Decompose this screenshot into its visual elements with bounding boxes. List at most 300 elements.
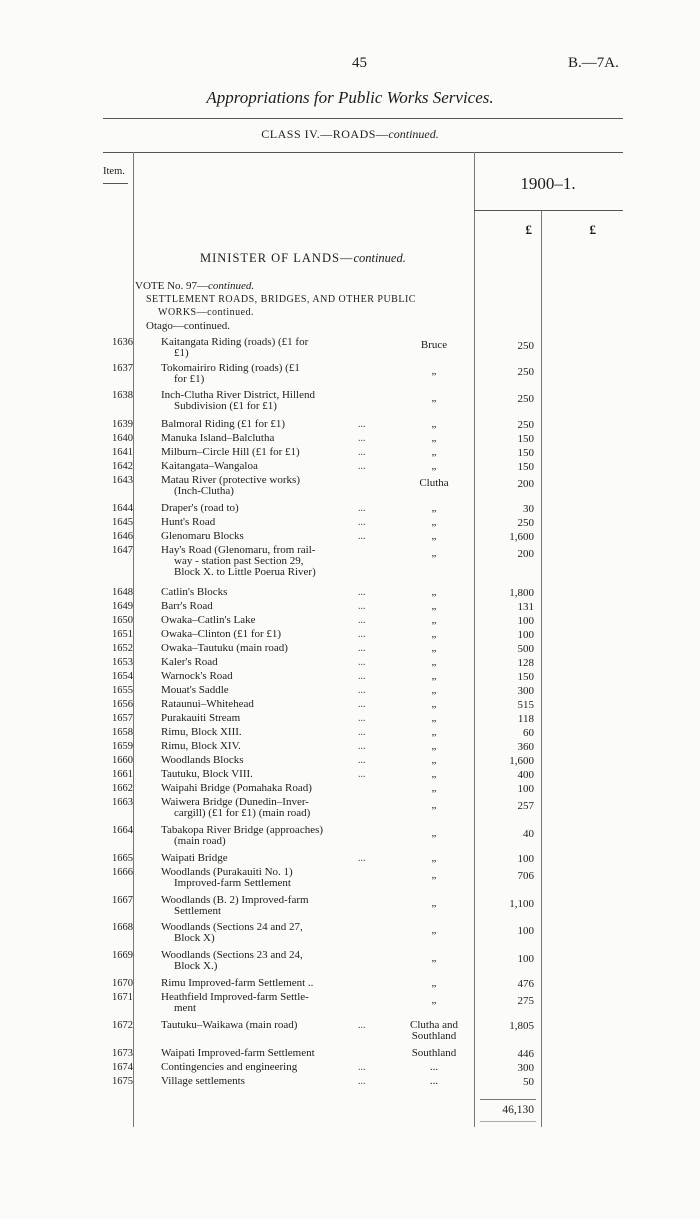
electorate xyxy=(390,433,478,444)
electorate-name: „ xyxy=(431,446,437,458)
electorate xyxy=(390,393,478,404)
item-description xyxy=(161,1020,374,1031)
electorate xyxy=(390,685,478,696)
amount: 1,805 xyxy=(509,1020,534,1032)
electorate-name: „ xyxy=(431,977,437,989)
electorate-name: Southland xyxy=(411,1047,457,1059)
item-description xyxy=(161,825,374,847)
item-description xyxy=(161,615,374,626)
electorate xyxy=(390,601,478,612)
item-number: 1673 xyxy=(112,1048,133,1059)
leader-dots: ... xyxy=(358,433,366,444)
electorate-name: „ xyxy=(431,392,437,404)
leader-dots: ... xyxy=(358,713,366,724)
leader-dots: ... xyxy=(358,699,366,710)
electorate-name: „ xyxy=(431,754,437,766)
electorate-name: „ xyxy=(431,799,437,811)
electorate-name: „ xyxy=(431,600,437,612)
electorate xyxy=(390,503,478,514)
description-line: Mouat's Saddle xyxy=(161,684,229,696)
description-line: Woodlands (Sections 23 and 24, xyxy=(161,949,303,961)
electorate xyxy=(390,755,478,766)
item-description xyxy=(161,419,374,430)
subhead-line-1: SETTLEMENT ROADS, BRIDGES, AND OTHER PUBLIC xyxy=(146,294,416,305)
description-line: Balmoral Riding (£1 for £1) xyxy=(161,418,286,430)
item-description xyxy=(161,727,374,738)
table-top-rule xyxy=(103,152,623,153)
item-number: 1667 xyxy=(112,895,133,906)
electorate xyxy=(390,853,478,864)
electorate-name: „ xyxy=(431,614,437,626)
item-number: 1642 xyxy=(112,461,133,472)
item-description xyxy=(161,447,374,458)
description-continuation: (main road) xyxy=(174,835,226,848)
description-line: Waiwera Bridge (Dunedin–Inver- xyxy=(161,796,309,808)
item-description xyxy=(161,922,374,944)
item-description xyxy=(161,699,374,710)
description-line: Inch-Clutha River District, Hillend xyxy=(161,389,315,401)
electorate-name: „ xyxy=(431,994,437,1006)
electorate-name: „ xyxy=(431,432,437,444)
item-description xyxy=(161,783,374,794)
amount: 250 xyxy=(517,419,534,431)
item-description xyxy=(161,643,374,654)
total-rule xyxy=(480,1099,536,1100)
item-number: 1671 xyxy=(112,992,133,1003)
item-number: 1648 xyxy=(112,587,133,598)
description-line: Tautuku–Waikawa (main road) xyxy=(161,1019,298,1031)
electorate xyxy=(390,587,478,598)
electorate xyxy=(390,447,478,458)
description-line: Rataunui–Whitehead xyxy=(161,698,254,710)
leader-dots: ... xyxy=(358,629,366,640)
electorate-name: „ xyxy=(431,869,437,881)
electorate-name: „ xyxy=(431,698,437,710)
description-continuation: Subdivision (£1 for £1) xyxy=(174,400,277,413)
item-number: 1675 xyxy=(112,1076,133,1087)
vote-heading xyxy=(135,280,254,292)
description-line: Kaler's Road xyxy=(161,656,218,668)
electorate xyxy=(390,727,478,738)
leader-dots: ... xyxy=(358,615,366,626)
item-number: 1647 xyxy=(112,545,133,556)
item-description xyxy=(161,601,374,612)
item-column-rule xyxy=(133,152,134,1127)
item-number: 1658 xyxy=(112,727,133,738)
amount: 118 xyxy=(517,713,534,725)
item-description xyxy=(161,657,374,668)
item-description xyxy=(161,433,374,444)
electorate-name: „ xyxy=(431,712,437,724)
item-number: 1638 xyxy=(112,390,133,401)
electorate xyxy=(390,461,478,472)
vote-label: VOTE No. 97— xyxy=(135,280,209,292)
description-line: Rimu, Block XIV. xyxy=(161,740,241,752)
description-line: Rimu, Block XIII. xyxy=(161,726,242,738)
item-number: 1655 xyxy=(112,685,133,696)
item-description xyxy=(161,895,374,917)
amount: 1,100 xyxy=(509,898,534,910)
item-number: 1641 xyxy=(112,447,133,458)
description-line: Owaka–Tautuku (main road) xyxy=(161,642,288,654)
electorate-name: „ xyxy=(431,726,437,738)
item-description xyxy=(161,629,374,640)
electorate-name: „ xyxy=(431,460,437,472)
year-header-rule xyxy=(474,210,623,211)
electorate-name: „ xyxy=(431,628,437,640)
item-description xyxy=(161,853,374,864)
item-number: 1651 xyxy=(112,629,133,640)
amount: 60 xyxy=(523,727,534,739)
amount: 476 xyxy=(517,978,534,990)
year-header: 1900–1. xyxy=(520,174,576,193)
item-number: 1663 xyxy=(112,797,133,808)
leader-dots: ... xyxy=(358,727,366,738)
description-line: Woodlands (B. 2) Improved-farm xyxy=(161,894,309,906)
item-number: 1665 xyxy=(112,853,133,864)
electorate-name: „ xyxy=(431,642,437,654)
description-line: Barr's Road xyxy=(161,600,213,612)
description-line: Owaka–Clinton (£1 for £1) xyxy=(161,628,282,640)
amount: 50 xyxy=(523,1076,534,1088)
description-line: Woodlands Blocks xyxy=(161,754,244,766)
description-line: Glenomaru Blocks xyxy=(161,530,244,542)
leader-dots: ... xyxy=(358,1076,366,1087)
description-continuation: ment xyxy=(174,1002,196,1015)
electorate-name: „ xyxy=(431,530,437,542)
description-line: Matau River (protective works) xyxy=(161,474,300,486)
amount: 300 xyxy=(517,1062,534,1074)
description-line: Warnock's Road xyxy=(161,670,233,682)
electorate xyxy=(390,1076,478,1087)
leader-dots: ... xyxy=(358,517,366,528)
amount: 40 xyxy=(523,828,534,840)
description-line: Woodlands (Purakauiti No. 1) xyxy=(161,866,293,878)
amount: 100 xyxy=(517,953,534,965)
class-heading xyxy=(0,127,700,142)
electorate-name: „ xyxy=(431,740,437,752)
description-line: Purakauiti Stream xyxy=(161,712,241,724)
leader-dots: ... xyxy=(358,643,366,654)
item-number: 1664 xyxy=(112,825,133,836)
electorate xyxy=(390,769,478,780)
total-amount: 46,130 xyxy=(502,1104,534,1116)
description-line: Tokomairiro Riding (roads) (£1 xyxy=(161,362,300,374)
description-line: Hunt's Road xyxy=(161,516,216,528)
item-number: 1666 xyxy=(112,867,133,878)
item-number: 1662 xyxy=(112,783,133,794)
electorate-name: „ xyxy=(431,502,437,514)
item-number: 1661 xyxy=(112,769,133,780)
amount: 250 xyxy=(517,366,534,378)
item-description xyxy=(161,867,374,889)
amount: 150 xyxy=(517,447,534,459)
item-number: 1654 xyxy=(112,671,133,682)
description-line: Rimu Improved-farm Settlement .. xyxy=(161,977,314,989)
description-continuation: (Inch-Clutha) xyxy=(174,485,234,498)
amount: 257 xyxy=(517,800,534,812)
electorate xyxy=(390,828,478,839)
item-description xyxy=(161,531,374,542)
item-number: 1656 xyxy=(112,699,133,710)
item-column-header: Item. xyxy=(103,166,125,177)
item-description xyxy=(161,1076,374,1087)
electorate xyxy=(390,629,478,640)
electorate xyxy=(390,898,478,909)
document-reference: B.—7A. xyxy=(568,55,619,71)
electorate-name: „ xyxy=(431,516,437,528)
electorate-name: „ xyxy=(431,897,437,909)
electorate-name: Clutha xyxy=(419,477,449,489)
description-continuation: cargill) (£1 for £1) (main road) xyxy=(174,807,311,820)
electorate xyxy=(390,995,478,1006)
item-number: 1652 xyxy=(112,643,133,654)
amount: 250 xyxy=(517,393,534,405)
page-number: 45 xyxy=(352,55,367,71)
minister-label: MINISTER OF LANDS— xyxy=(200,251,354,265)
description-line: Kaitangata–Wangaloa xyxy=(161,460,258,472)
total-underline xyxy=(480,1121,536,1122)
amount: 275 xyxy=(517,995,534,1007)
amount: 1,800 xyxy=(509,587,534,599)
item-description xyxy=(161,741,374,752)
leader-dots: ... xyxy=(358,601,366,612)
electorate-name: „ xyxy=(431,782,437,794)
minister-continued: continued. xyxy=(353,251,406,265)
leader-dots: ... xyxy=(358,447,366,458)
leader-dots: ... xyxy=(358,741,366,752)
item-number: 1643 xyxy=(112,475,133,486)
item-number: 1668 xyxy=(112,922,133,933)
amount: 128 xyxy=(517,657,534,669)
item-number: 1640 xyxy=(112,433,133,444)
class-continued: continued. xyxy=(388,127,439,141)
item-number: 1657 xyxy=(112,713,133,724)
electorate xyxy=(390,419,478,430)
electorate xyxy=(390,657,478,668)
leader-dots: ... xyxy=(358,1020,366,1031)
item-number: 1659 xyxy=(112,741,133,752)
description-continuation: £1) xyxy=(174,347,189,360)
leader-dots: ... xyxy=(358,769,366,780)
item-number: 1660 xyxy=(112,755,133,766)
electorate-name: „ xyxy=(431,827,437,839)
description-line: Tautuku, Block VIII. xyxy=(161,768,253,780)
electorate-name: Bruce xyxy=(420,339,448,351)
amount: 131 xyxy=(517,601,534,613)
description-line: Woodlands (Sections 24 and 27, xyxy=(161,921,303,933)
electorate xyxy=(390,925,478,936)
description-line: Catlin's Blocks xyxy=(161,586,228,598)
item-description xyxy=(161,363,374,385)
item-description xyxy=(161,713,374,724)
description-continuation: Settlement xyxy=(174,905,222,918)
district-heading: Otago—continued. xyxy=(146,320,231,332)
electorate xyxy=(390,870,478,881)
item-description xyxy=(161,545,374,579)
electorate-name: ... xyxy=(429,1075,439,1087)
electorate xyxy=(390,615,478,626)
description-continuation: for £1) xyxy=(174,373,205,386)
amount: 1,600 xyxy=(509,531,534,543)
item-description xyxy=(161,978,374,989)
electorate xyxy=(390,1062,478,1073)
electorate-name: „ xyxy=(431,852,437,864)
electorate xyxy=(390,699,478,710)
item-description xyxy=(161,517,374,528)
description-line: Manuka Island–Balclutha xyxy=(161,432,275,444)
electorate xyxy=(390,643,478,654)
item-number: 1672 xyxy=(112,1020,133,1031)
description-continuation: Block X. to Little Poerua River) xyxy=(174,566,316,579)
item-number: 1644 xyxy=(112,503,133,514)
description-line: Village settlements xyxy=(161,1075,245,1087)
item-description xyxy=(161,992,374,1014)
leader-dots: ... xyxy=(358,1062,366,1073)
description-line: Milburn–Circle Hill (£1 for £1) xyxy=(161,446,300,458)
electorate-name: „ xyxy=(431,656,437,668)
amount: 100 xyxy=(517,629,534,641)
item-description xyxy=(161,461,374,472)
electorate xyxy=(390,800,478,811)
pound-symbol-col1: £ xyxy=(525,222,532,237)
electorate xyxy=(390,548,478,559)
electorate xyxy=(390,531,478,542)
amount: 150 xyxy=(517,433,534,445)
electorate xyxy=(390,671,478,682)
amount: 400 xyxy=(517,769,534,781)
description-continuation: Block X.) xyxy=(174,960,218,973)
electorate xyxy=(390,366,478,377)
description-line: Draper's (road to) xyxy=(161,502,239,514)
amount: 100 xyxy=(517,853,534,865)
item-description xyxy=(161,1048,374,1059)
description-line: Waipati Bridge xyxy=(161,852,228,864)
item-number: 1669 xyxy=(112,950,133,961)
electorate xyxy=(390,783,478,794)
amount: 150 xyxy=(517,461,534,473)
electorate-name: „ xyxy=(431,952,437,964)
description-continuation: Block X) xyxy=(174,932,215,945)
item-description xyxy=(161,475,374,497)
electorate-name-continued: Southland xyxy=(411,1030,457,1043)
electorate-name: „ xyxy=(431,684,437,696)
electorate-name: „ xyxy=(431,418,437,430)
leader-dots: ... xyxy=(358,587,366,598)
electorate-name: Clutha and xyxy=(410,1019,458,1031)
description-line: Heathfield Improved-farm Settle- xyxy=(161,991,309,1003)
subhead-line-2: WORKS—continued. xyxy=(158,307,255,318)
amount: 500 xyxy=(517,643,534,655)
item-description xyxy=(161,390,374,412)
electorate-name: „ xyxy=(431,586,437,598)
description-line: Waipahi Bridge (Pomahaka Road) xyxy=(161,782,312,794)
item-description xyxy=(161,503,374,514)
item-description xyxy=(161,769,374,780)
item-description xyxy=(161,337,374,359)
electorate xyxy=(390,1020,478,1042)
description-line: Hay's Road (Glenomaru, from rail- xyxy=(161,544,316,556)
electorate-name: „ xyxy=(431,547,437,559)
description-line: Owaka–Catlin's Lake xyxy=(161,614,256,626)
amount: 360 xyxy=(517,741,534,753)
description-continuation: way - station past Section 29, xyxy=(174,555,304,568)
item-number: 1645 xyxy=(112,517,133,528)
leader-dots: ... xyxy=(358,531,366,542)
leader-dots: ... xyxy=(358,685,366,696)
item-description xyxy=(161,755,374,766)
electorate-name: „ xyxy=(431,924,437,936)
electorate xyxy=(390,1048,478,1059)
leader-dots: ... xyxy=(358,419,366,430)
item-number: 1646 xyxy=(112,531,133,542)
description-line: Waipati Improved-farm Settlement xyxy=(161,1047,315,1059)
item-description xyxy=(161,797,374,819)
electorate xyxy=(390,953,478,964)
item-description xyxy=(161,671,374,682)
description-line: Tabakopa River Bridge (approaches) xyxy=(161,824,324,836)
leader-dots: ... xyxy=(358,461,366,472)
item-description xyxy=(161,685,374,696)
leader-dots: ... xyxy=(358,671,366,682)
amount: 446 xyxy=(517,1048,534,1060)
amount: 200 xyxy=(517,478,534,490)
item-number: 1639 xyxy=(112,419,133,430)
amount: 250 xyxy=(517,340,534,352)
item-number: 1636 xyxy=(112,337,133,348)
leader-dots: ... xyxy=(358,503,366,514)
electorate-name: „ xyxy=(431,365,437,377)
leader-dots: ... xyxy=(358,853,366,864)
leader-dots: ... xyxy=(358,657,366,668)
amount: 100 xyxy=(517,925,534,937)
electorate xyxy=(390,713,478,724)
item-description xyxy=(161,587,374,598)
page-title: Appropriations for Public Works Services. xyxy=(206,88,494,107)
amount: 250 xyxy=(517,517,534,529)
electorate xyxy=(390,517,478,528)
description-line: Contingencies and engineering xyxy=(161,1061,298,1073)
electorate-name: „ xyxy=(431,768,437,780)
amount: 100 xyxy=(517,783,534,795)
amount: 515 xyxy=(517,699,534,711)
class-main: CLASS IV.—ROADS— xyxy=(261,127,389,141)
item-number: 1649 xyxy=(112,601,133,612)
item-number: 1653 xyxy=(112,657,133,668)
electorate xyxy=(390,741,478,752)
description-line: Kaitangata Riding (roads) (£1 for xyxy=(161,336,309,348)
electorate xyxy=(390,478,478,489)
electorate-name: „ xyxy=(431,670,437,682)
amount: 706 xyxy=(517,870,534,882)
amount: 300 xyxy=(517,685,534,697)
item-number: 1674 xyxy=(112,1062,133,1073)
title-rule xyxy=(103,118,623,119)
item-description xyxy=(161,950,374,972)
amount: 1,600 xyxy=(509,755,534,767)
amount: 30 xyxy=(523,503,534,515)
item-header-underline xyxy=(103,183,128,184)
electorate xyxy=(390,340,478,351)
amount: 100 xyxy=(517,615,534,627)
leader-dots: ... xyxy=(358,755,366,766)
electorate-name: ... xyxy=(429,1061,439,1073)
vote-continued: continued. xyxy=(208,280,255,292)
item-description xyxy=(161,1062,374,1073)
item-number: 1650 xyxy=(112,615,133,626)
electorate xyxy=(390,978,478,989)
second-amount-column-rule xyxy=(541,210,542,1127)
